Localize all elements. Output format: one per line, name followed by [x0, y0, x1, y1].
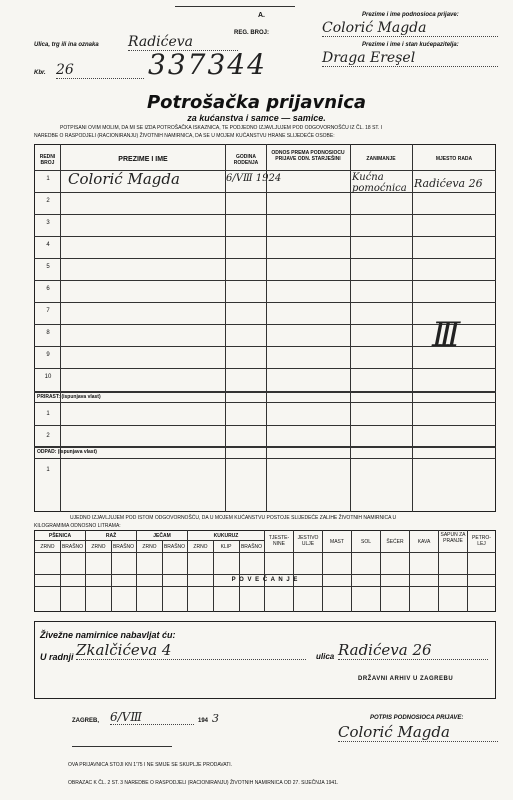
form-title: Potrošačka prijavnica	[146, 92, 367, 113]
price-note: OVA PRIJAVNICA STOJI KN 1'75 I NE SMIJE SE SKUPLJE PRODAVATI.	[68, 762, 233, 768]
handwritten-mark: ⅠⅠⅠ	[432, 315, 455, 355]
reg-label: REG. BROJ:	[234, 30, 270, 36]
row-number: 10	[44, 374, 52, 380]
applicant-label: Prezime i ime podnosioca prijave:	[362, 12, 459, 18]
applicant-value: Colorić Magda	[322, 20, 498, 37]
date-value: 6/ⅤⅢ	[110, 710, 194, 725]
row-number: 3	[46, 220, 50, 226]
stock-group-barley: JEČAM	[153, 533, 171, 539]
stock-subcol: ZRNO	[91, 544, 106, 550]
year-value: 3	[212, 712, 219, 725]
row-number: 4	[46, 242, 50, 248]
row-number: 5	[46, 264, 50, 270]
form-subtitle: za kućanstva i samce — samice.	[187, 113, 326, 123]
signature-value: Colorić Magda	[338, 723, 498, 742]
stock-subcol: BRAŠNO	[61, 544, 84, 550]
col-header-workplace: MJESTO RADA	[435, 156, 473, 162]
intro-line-2: NAREDBE O RASPODJELI (RACIONIRANJU) ŽIVOTNIH NAMIRNICA, DA SE U MOJEM KUĆANSTVU HRANE SLIJEDEĆE OSOBE:	[34, 133, 335, 139]
row-number: 1	[46, 467, 50, 473]
row-number: 9	[46, 352, 50, 358]
stock-other: JESTIVO ULJE	[297, 535, 319, 547]
shop-value: Zkalčićeva 4	[76, 641, 306, 660]
archive-stamp: DRŽAVNI ARHIV U ZAGREBU	[358, 676, 454, 682]
stock-subcol: BRAŠNO	[240, 544, 263, 550]
landlord-value: Draga Ereşel	[322, 50, 498, 67]
signature-label: POTPIS PODNOSIOCA PRIJAVE:	[370, 715, 464, 721]
stock-group-corn: KUKURUZ	[213, 533, 239, 539]
stock-other: MAST	[330, 539, 344, 545]
landlord-label: Prezime i ime i stan kućepazitelja:	[362, 42, 459, 48]
declaration-line-2: KILOGRAMIMA ODNOSNO LITRAMA:	[34, 523, 121, 529]
col-header-relation: ODNOS PREMA PODNOSIOCU PRIJAVE ODN. STARJEŠINI	[271, 150, 345, 162]
stock-other: KAVA	[417, 539, 431, 545]
kbr-value: 26	[56, 62, 144, 79]
row-number: 7	[46, 308, 50, 314]
arrival-label: PRIRAST: (ispunjava vlast)	[37, 394, 101, 400]
col-header-occupation: ZANIMANJE	[366, 156, 396, 162]
col-header-year: GODINA RODENJA	[233, 154, 259, 166]
row1-name: Colorić Magda	[68, 170, 180, 188]
row1-workplace: Radićeva 26	[414, 177, 483, 190]
stock-subcol: BRAŠNO	[163, 544, 186, 550]
stock-subcol: ZRNO	[40, 544, 55, 550]
street-value: Radićeva	[128, 34, 238, 51]
top-rule	[175, 6, 295, 7]
row1-occupation: Kućna pomoćnica	[352, 172, 407, 194]
year-prefix: 194	[198, 718, 209, 724]
stock-other: SAPUN ZA PRANJE	[440, 532, 466, 544]
kbr-label: Kbr.	[34, 70, 46, 76]
row-number: 2	[46, 198, 50, 204]
col-header-number: REDNI BROJ	[39, 154, 56, 166]
form-letter: A.	[258, 12, 265, 19]
departure-label: ODPAD: (ispunjava vlast)	[37, 449, 97, 455]
col-header-name: PREZIME I IME	[118, 156, 168, 163]
stock-subcol: BRAŠNO	[112, 544, 135, 550]
stock-subcol: ZRNO	[193, 544, 208, 550]
row-number: 2	[46, 433, 50, 439]
intro-line-1: POTPISANI OVIM MOLIM, DA MI SE IZDA POTROŠAČKA ISKAZNICA, TE PODJEDNO IZJAVLJUJEM POD ODGOVORNOŠĆU IZ ČL. 18 ST. I	[60, 125, 383, 131]
stock-subcol: ZRNO	[142, 544, 157, 550]
row-number: 1	[46, 411, 50, 417]
purchase-label: Živežne namirnice nabavljat ću:	[40, 630, 176, 640]
registration-number: 337344	[148, 48, 267, 81]
purchase-street-value: Radićeva 26	[338, 641, 488, 660]
stock-subcol: KLIP	[220, 544, 232, 550]
row-number: 1	[46, 176, 50, 182]
form-reference-note: OBRAZAC K ČL. 2 ST. 3 NAREDBE O RASPODJELI (RACIONIRANJU) ŽIVOTNIH NAMIRNICA OD 27. SIJEČNJA 1941.	[68, 780, 339, 786]
stock-group-rye: RAŽ	[105, 533, 117, 539]
row-number: 8	[46, 330, 50, 336]
stock-other: SOL	[360, 539, 371, 545]
street-label: Ulica, trg ili ina oznaka	[34, 42, 99, 48]
stock-other: PETRO-LEJ	[472, 535, 491, 547]
stock-other: ŠEĆER	[386, 539, 404, 545]
stock-other: TJESTE-NINE	[268, 535, 290, 547]
row-number: 6	[46, 286, 50, 292]
purchase-street-label: ulica	[316, 652, 335, 661]
declaration-line-1: UJEDNO IZJAVLJUJEM POD ISTOM ODGOVORNOŠĆU, DA U MOJEM KUĆANSTVU POSTOJE SLIJEDEĆE ZALIHE ŽIVOTNIH NAMIRNICA U	[70, 515, 397, 521]
shop-label: U radnji	[40, 652, 74, 662]
persons-table	[34, 144, 496, 512]
row1-year: 6/ⅤⅢ 1924	[226, 173, 282, 184]
city-label: ZAGREB,	[72, 718, 99, 724]
stock-group-wheat: PŠENICA	[48, 533, 72, 539]
increase-label: P O V E Ć A N J E	[231, 577, 299, 583]
